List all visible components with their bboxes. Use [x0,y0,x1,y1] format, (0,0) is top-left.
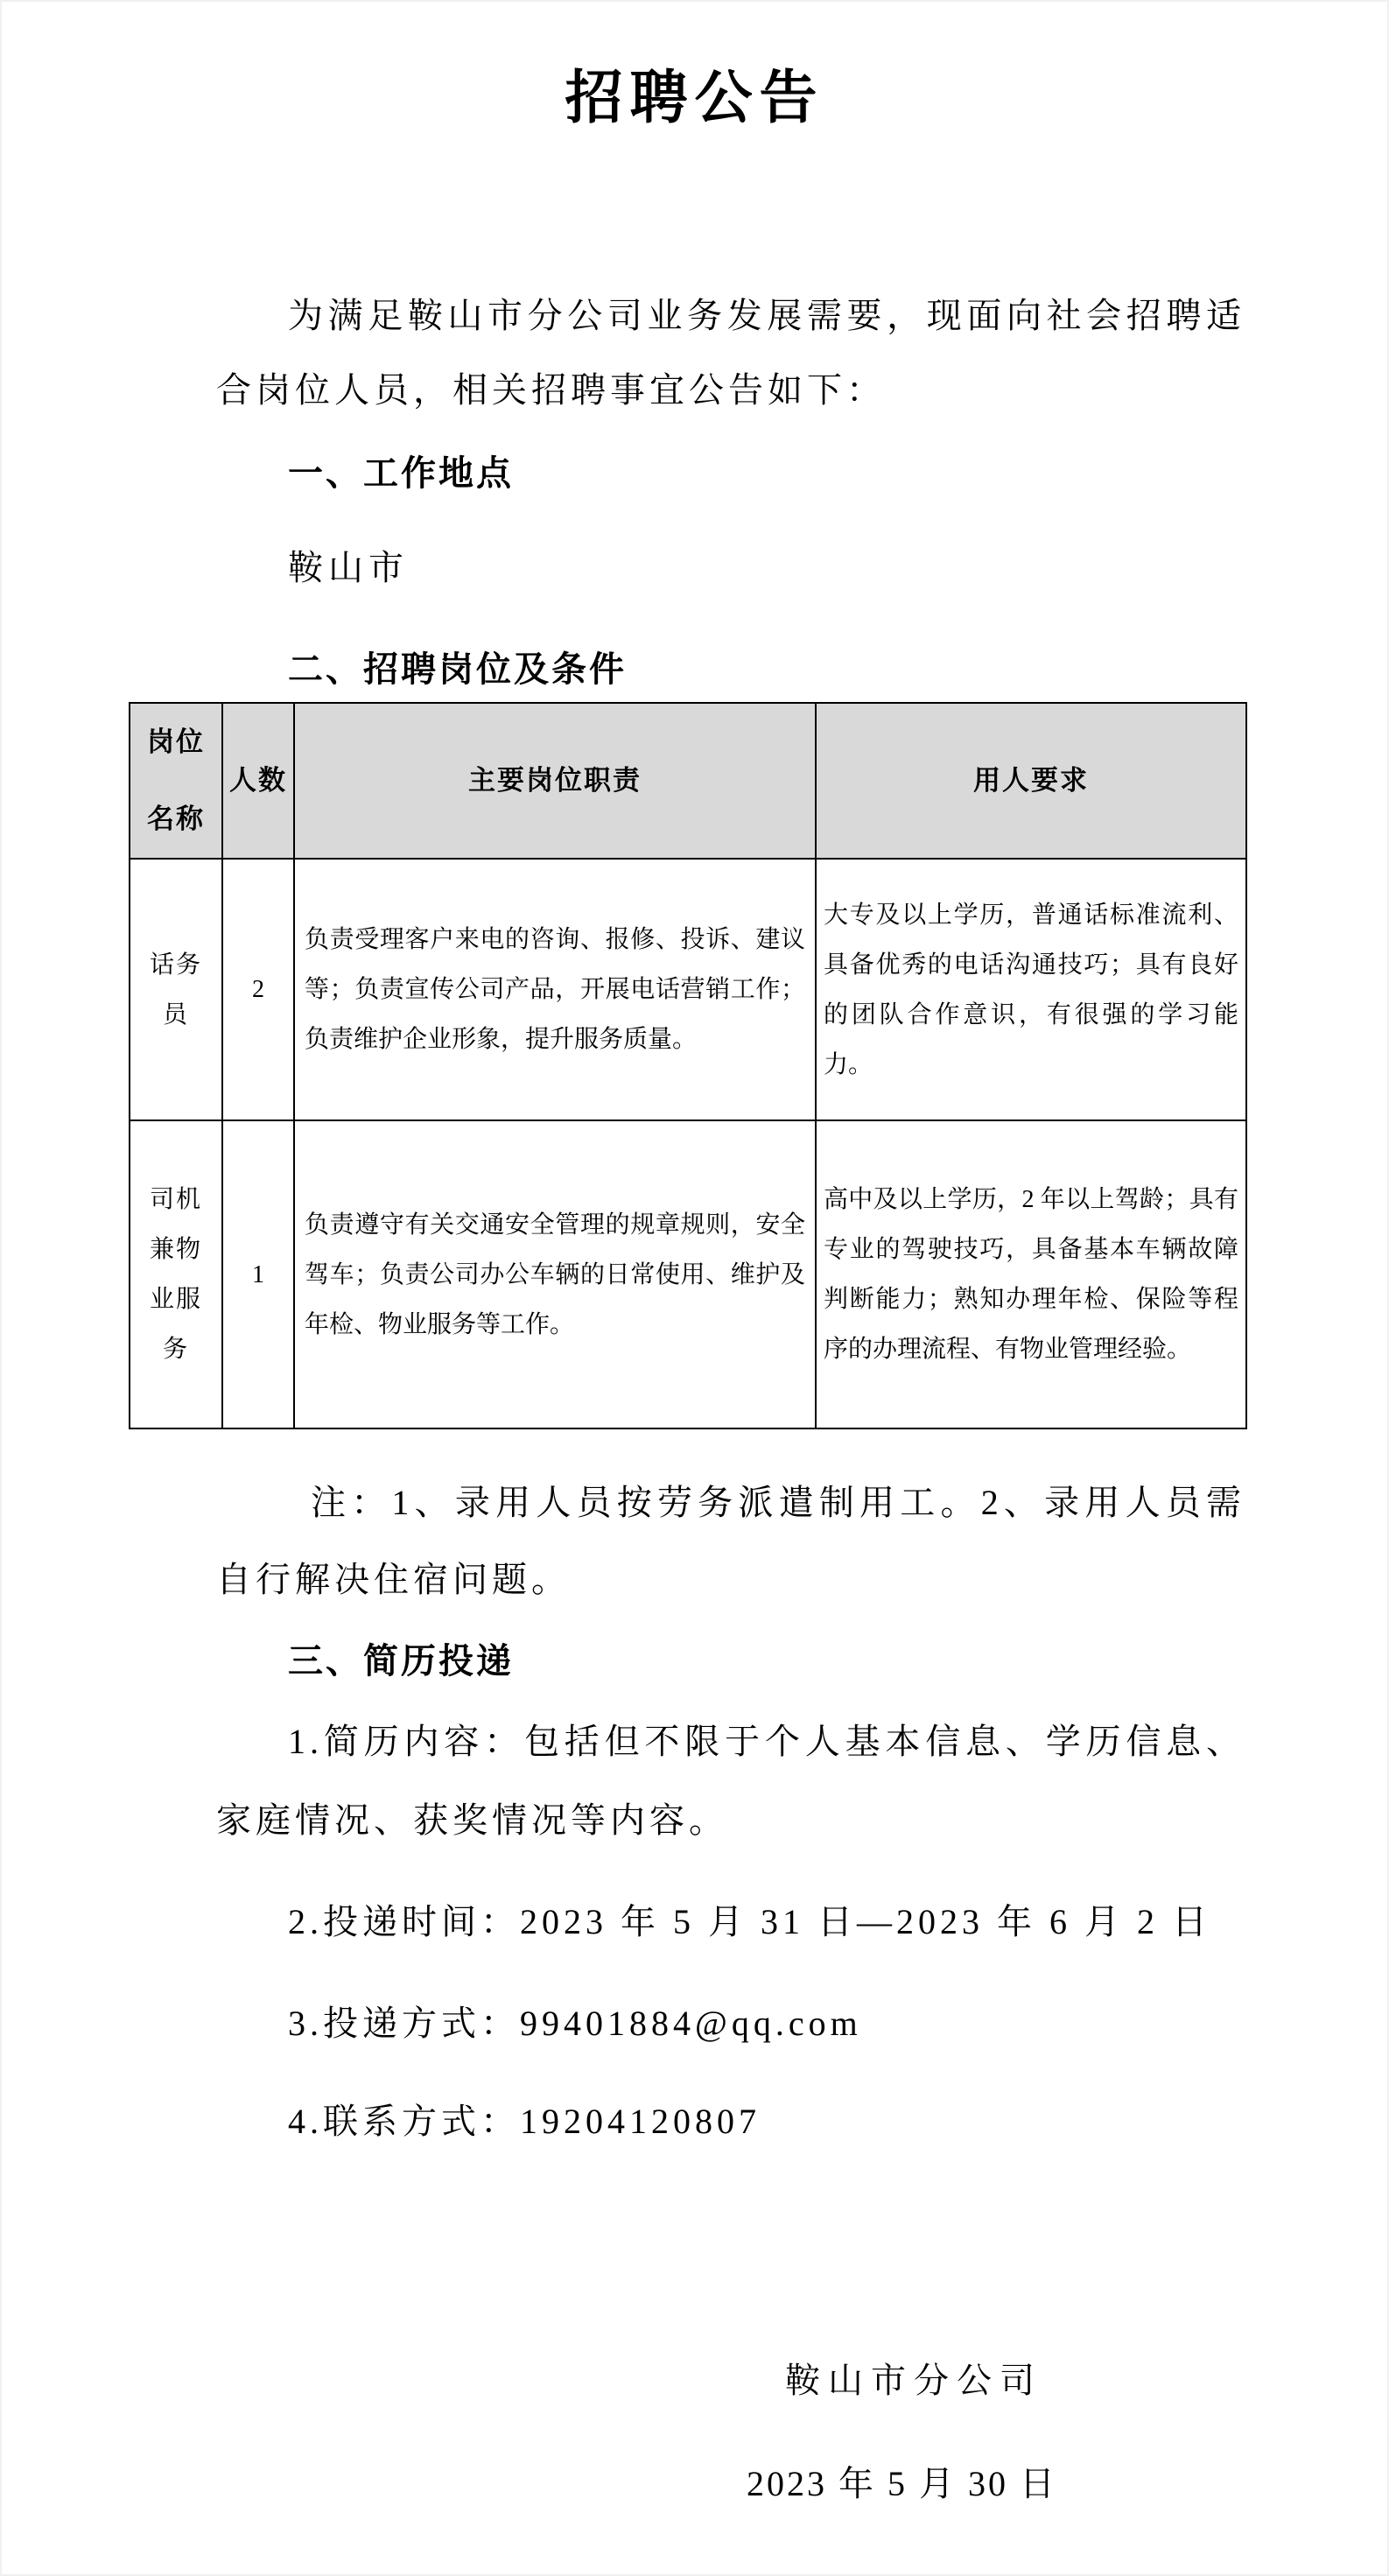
table-header-duties: 主要岗位职责 [294,703,816,859]
intro-paragraph: 为满足鞍山市分公司业务发展需要，现面向社会招聘适合岗位人员，相关招聘事宜公告如下： [216,296,1245,410]
cell-position-name: 司机兼物业服务 [130,1120,222,1428]
document-title: 招聘公告 [565,67,824,130]
note-paragraph: 注：1、录用人员按劳务派遣制用工。2、录用人员需自行解决住宿问题。 [216,1483,1245,1599]
table-header-count: 人数 [222,703,294,859]
work-location-text: 鞍山市 [288,548,409,587]
section-heading-positions: 二、招聘岗位及条件 [288,650,627,689]
signature-company: 鞍山市分公司 [785,2361,1042,2400]
table-row [130,1120,1246,1428]
positions-table [129,702,1247,1429]
cell-duties: 负责受理客户来电的咨询、报修、投诉、建议等；负责宣传公司产品，开展电话营销工作；负责维护企业形象，提升服务质量。 [294,859,816,1120]
resume-content-item: 1.简历内容：包括但不限于个人基本信息、学历信息、家庭情况、获奖情况等内容。 [216,1722,1245,1840]
submission-time-item: 2.投递时间：2023 年 5 月 31 日—2023 年 6 月 2 日 [288,1902,1211,1941]
cell-requirements: 大专及以上学历，普通话标准流利、具备优秀的电话沟通技巧；具有良好的团队合作意识，有很强的学习能力。 [816,859,1246,1120]
section-heading-work-location: 一、工作地点 [288,454,514,493]
cell-requirements: 高中及以上学历，2 年以上驾龄；具有专业的驾驶技巧，具备基本车辆故障判断能力；熟知办理年检、保险等程序的办理流程、有物业管理经验。 [816,1120,1246,1428]
submission-method-item: 3.投递方式：99401884@qq.com [288,2004,862,2043]
cell-count: 2 [222,859,294,1120]
table-header-row [130,703,1246,859]
signature-date: 2023 年 5 月 30 日 [747,2464,1057,2503]
table-row [130,859,1246,1120]
cell-position-name: 话务员 [130,859,222,1120]
table-header-position-name: 岗位名称 [130,703,222,859]
contact-number-item: 4.联系方式：19204120807 [288,2102,761,2141]
cell-duties: 负责遵守有关交通安全管理的规章规则，安全驾车；负责公司办公车辆的日常使用、维护及年检、物业服务等工作。 [294,1120,816,1428]
cell-count: 1 [222,1120,294,1428]
table-header-requirements: 用人要求 [816,703,1246,859]
section-heading-resume-submission: 三、简历投递 [288,1642,514,1681]
